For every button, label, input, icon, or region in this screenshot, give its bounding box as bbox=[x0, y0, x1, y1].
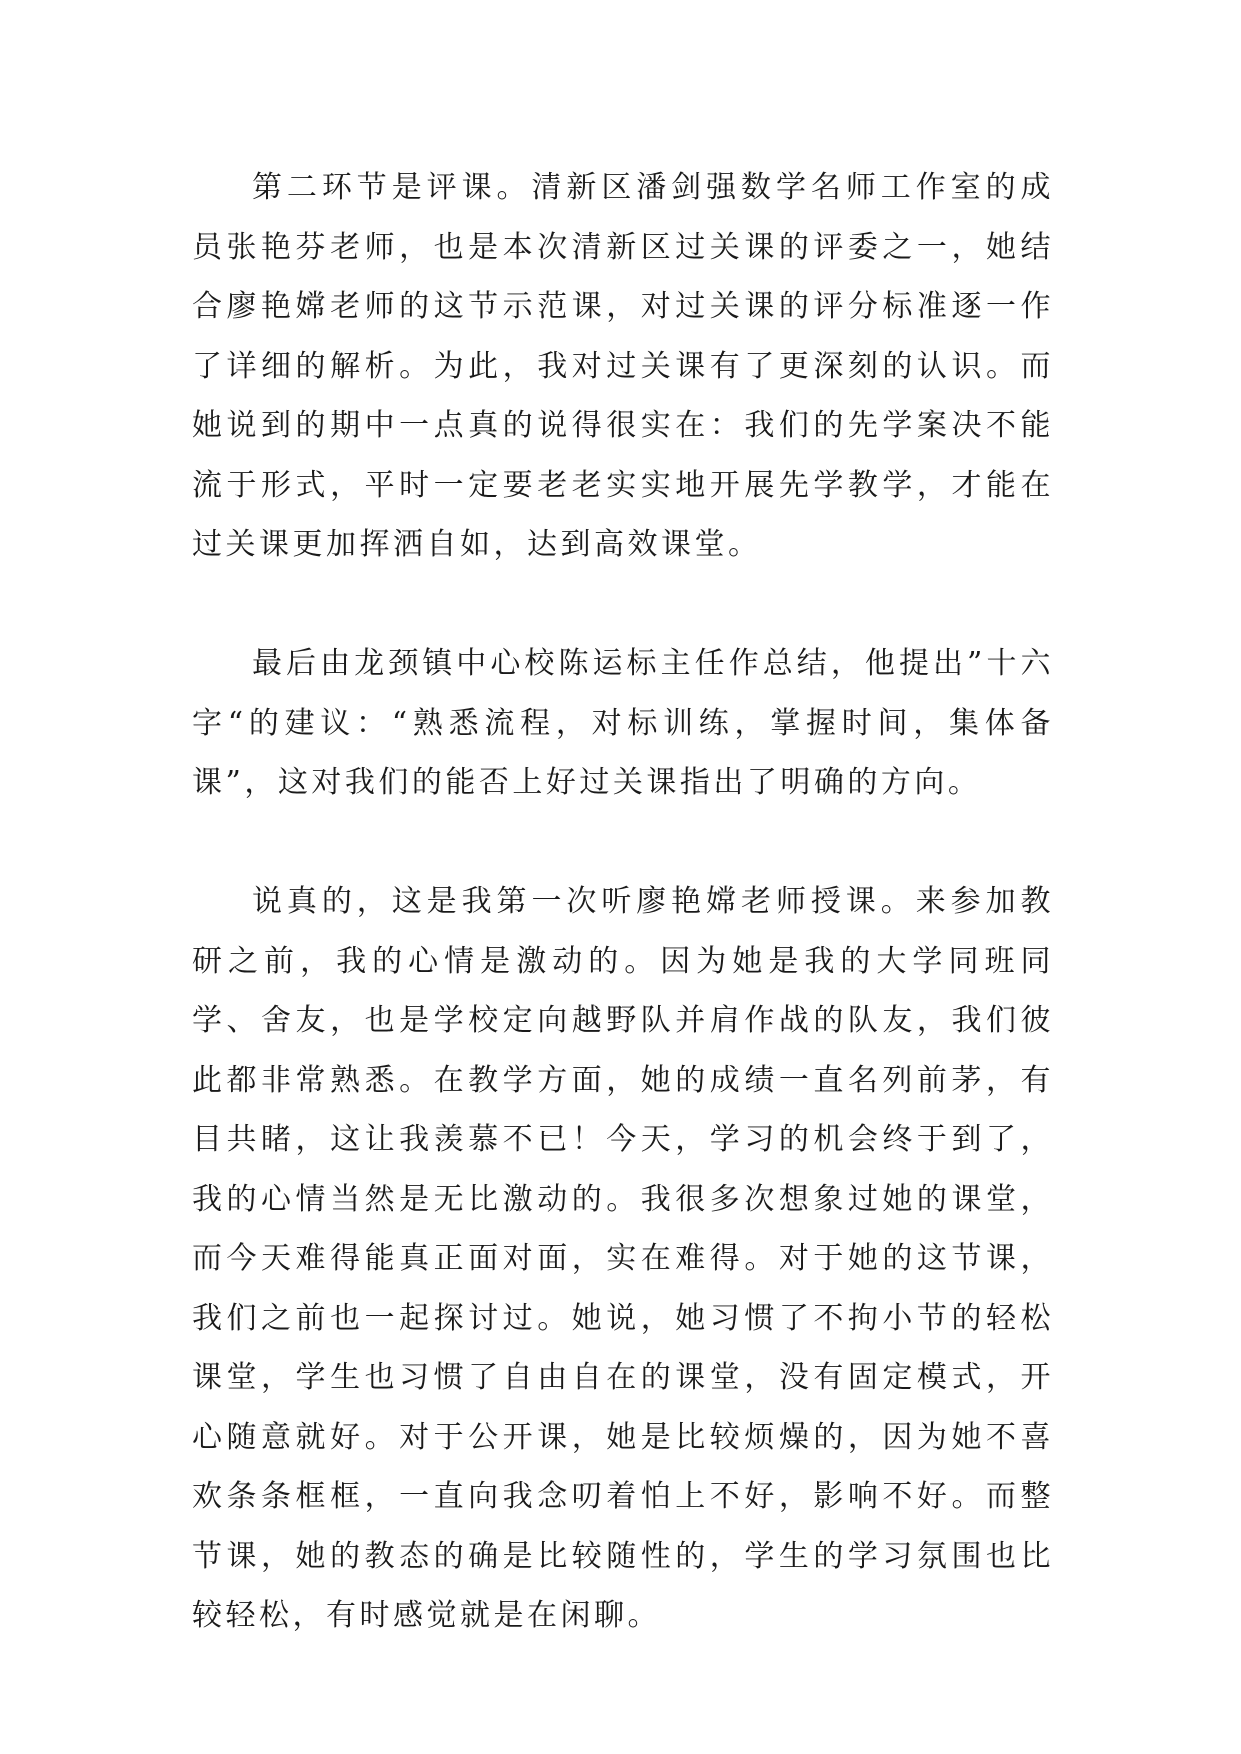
paragraph-lesson-review: 第二环节是评课。清新区潘剑强数学名师工作室的成员张艳芬老师，也是本次清新区过关课的评委之一，她结合廖艳嫦老师的这节示范课，对过关课的评分标准逐一作了详细的解析。为此，我对过关课有了更深刻的认识。而她说到的期中一点真的说得很实在：我们的先学案决不能流于形式，平时一定要老老实实地开展先学教学，才能在过关课更加挥洒自如，达到高效课堂。 bbox=[192, 170, 1054, 562]
document-body bbox=[192, 158, 1054, 1646]
paragraph-summary: 最后由龙颈镇中心校陈运标主任作总结，他提出”十六字“的建议：“熟悉流程，对标训练，掌握时间，集体备课”，这对我们的能否上好过关课指出了明确的方向。 bbox=[192, 646, 1054, 800]
paragraph-spacer bbox=[192, 813, 1054, 873]
paragraph-spacer bbox=[192, 575, 1054, 635]
paragraph-reflection: 说真的，这是我第一次听廖艳嫦老师授课。来参加教研之前，我的心情是激动的。因为她是我的大学同班同学、舍友，也是学校定向越野队并肩作战的队友，我们彼此都非常熟悉。在教学方面，她的成绩一直名列前茅，有目共睹，这让我羡慕不已！今天，学习的机会终于到了，我的心情当然是无比激动的。我很多次想象过她的课堂，而今天难得能真正面对面，实在难得。对于她的这节课，我们之前也一起探讨过。她说，她习惯了不拘小节的轻松课堂，学生也习惯了自由自在的课堂，没有固定模式，开心随意就好。对于公开课，她是比较烦燥的，因为她不喜欢条条框框，一直向我念叨着怕上不好，影响不好。而整节课，她的教态的确是比较随性的，学生的学习氛围也比较轻松，有时感觉就是在闲聊。 bbox=[192, 884, 1054, 1633]
